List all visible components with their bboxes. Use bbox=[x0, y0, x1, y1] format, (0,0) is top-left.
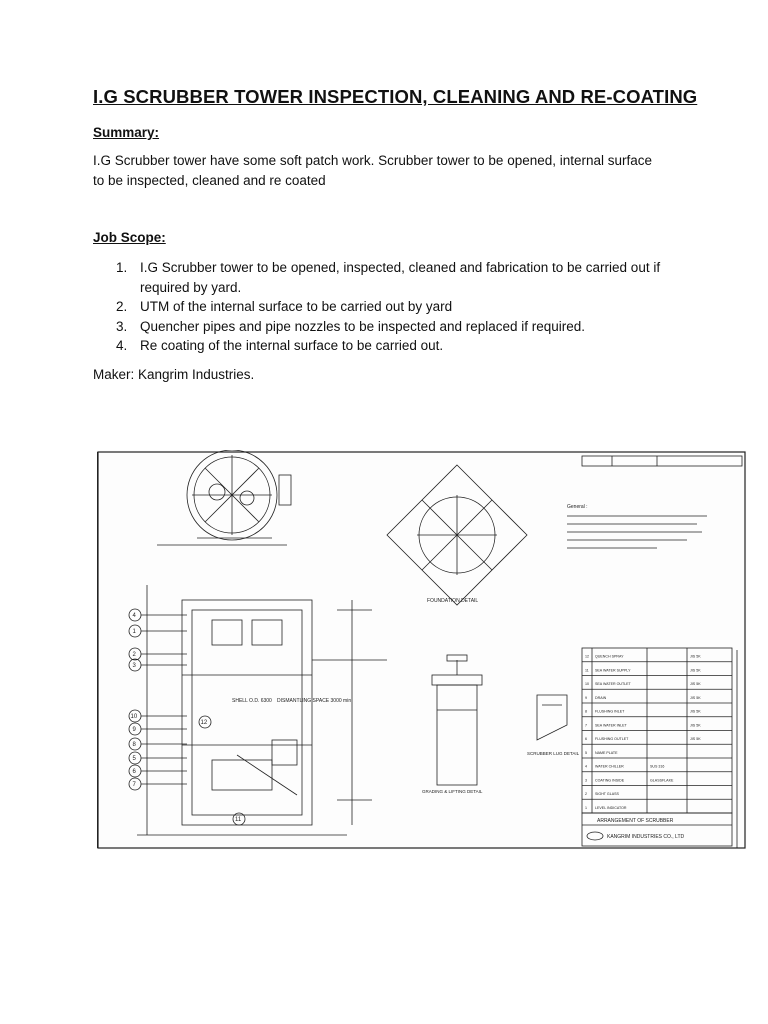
bom-cell: FLUSHING OUTLET bbox=[595, 737, 629, 742]
callout-6: 6 bbox=[132, 769, 136, 775]
bom-cell: NAME PLATE bbox=[595, 750, 618, 755]
job-scope-item: 1. I.G Scrubber tower to be opened, inspected, cleaned and fabrication to be carried out if required by yard. bbox=[116, 260, 661, 295]
dismantling-label: DISMANTLING SPACE 3000 min bbox=[277, 698, 352, 704]
bom-cell: GLASSFLAKE bbox=[650, 778, 674, 783]
callout-2: 2 bbox=[132, 652, 136, 658]
bom-cell: 8 bbox=[585, 709, 587, 714]
bom-cell: JIS 5K bbox=[690, 709, 701, 714]
callout-5: 5 bbox=[132, 756, 136, 762]
bom-cell: JIS 5K bbox=[690, 654, 701, 659]
bom-cell: JIS 5K bbox=[690, 668, 701, 673]
callout-11: 11 bbox=[235, 817, 242, 823]
callout-4: 4 bbox=[132, 613, 136, 619]
bom-cell: 2 bbox=[585, 792, 587, 797]
callout-1: 1 bbox=[132, 629, 136, 635]
job-scope-heading: Job Scope: bbox=[93, 230, 166, 245]
callout-10: 10 bbox=[130, 714, 138, 720]
job-scope-item: 2. UTM of the internal surface to be carried out by yard bbox=[116, 299, 453, 314]
lifting-label: GRADING & LIFTING DETAIL bbox=[422, 789, 483, 794]
bom-cell: 10 bbox=[585, 682, 589, 687]
callout-balloons bbox=[129, 609, 245, 825]
bom-cell: SUS 316 bbox=[650, 764, 665, 769]
job-scope-list bbox=[93, 258, 663, 356]
general-note: General : bbox=[567, 504, 588, 510]
bom-cell: 12 bbox=[585, 654, 589, 659]
arrangement-label: ARRANGEMENT OF SCRUBBER bbox=[597, 818, 674, 824]
lug-detail-label: SCRUBBER LUG DETAIL bbox=[527, 751, 580, 756]
job-scope-item: 3. Quencher pipes and pipe nozzles to be inspected and replaced if required. bbox=[116, 318, 586, 334]
callout-8: 8 bbox=[132, 742, 136, 748]
bom-cell: 1 bbox=[585, 805, 587, 810]
callout-12: 12 bbox=[200, 720, 208, 726]
job-scope-item: 4. Re coating of the internal surface to be carried out. bbox=[116, 338, 444, 353]
document-title: I.G SCRUBBER TOWER INSPECTION, CLEANING AND RE-COATING bbox=[93, 86, 698, 107]
bom-cell: 3 bbox=[585, 778, 587, 783]
bom-cell: SEA WATER OUTLET bbox=[595, 682, 631, 687]
summary-text: I.G Scrubber tower have some soft patch work. Scrubber tower to be opened, internal surface to be inspected, cleaned and re coated bbox=[93, 153, 653, 188]
lifting-detail bbox=[422, 655, 483, 794]
scrubber-plan-view bbox=[157, 450, 291, 545]
company-label: KANGRIM INDUSTRIES CO., LTD bbox=[607, 834, 685, 840]
bom-cell: 7 bbox=[585, 723, 587, 728]
title-block bbox=[582, 813, 732, 846]
scrubber-arrangement-drawing bbox=[97, 450, 747, 850]
bom-cell: SIGHT GLASS bbox=[595, 792, 619, 797]
bom-cell: JIS 5K bbox=[690, 682, 701, 687]
scrubber-elevation-view bbox=[137, 585, 387, 835]
maker-text: Maker: Kangrim Industries. bbox=[93, 367, 255, 382]
bom-cell: 6 bbox=[585, 737, 587, 742]
bom-cell: QUENCH SPRAY bbox=[595, 654, 624, 659]
bom-cell: 9 bbox=[585, 695, 587, 700]
callout-3: 3 bbox=[132, 663, 136, 669]
bom-cell: FLUSHING INLET bbox=[595, 709, 625, 714]
bom-cell: WATER CHILLER bbox=[595, 764, 624, 769]
bom-cell: SEA WATER SUPPLY bbox=[595, 668, 631, 673]
lug-detail bbox=[527, 695, 580, 756]
bom-cell: SEA WATER INLET bbox=[595, 723, 627, 728]
bill-of-materials-table bbox=[582, 648, 732, 813]
bom-cell: 5 bbox=[585, 750, 587, 755]
callout-9: 9 bbox=[132, 727, 136, 733]
bom-cell: 4 bbox=[585, 764, 587, 769]
bom-cell: DRAIN bbox=[595, 695, 607, 700]
callout-7: 7 bbox=[132, 782, 136, 788]
foundation-label: FOUNDATION DETAIL bbox=[427, 598, 479, 604]
bom-cell: 11 bbox=[585, 668, 589, 673]
summary-heading: Summary: bbox=[93, 125, 160, 140]
bom-cell: COATING INSIDE bbox=[595, 778, 625, 783]
bom-cell: JIS 5K bbox=[690, 737, 701, 742]
bom-cell: LEVEL INDICATOR bbox=[595, 805, 627, 810]
bom-cell: JIS 5K bbox=[690, 695, 701, 700]
shell-label: SHELL O.D. 6300 bbox=[232, 698, 272, 704]
bom-cell: JIS 5K bbox=[690, 723, 701, 728]
foundation-detail bbox=[387, 465, 527, 605]
